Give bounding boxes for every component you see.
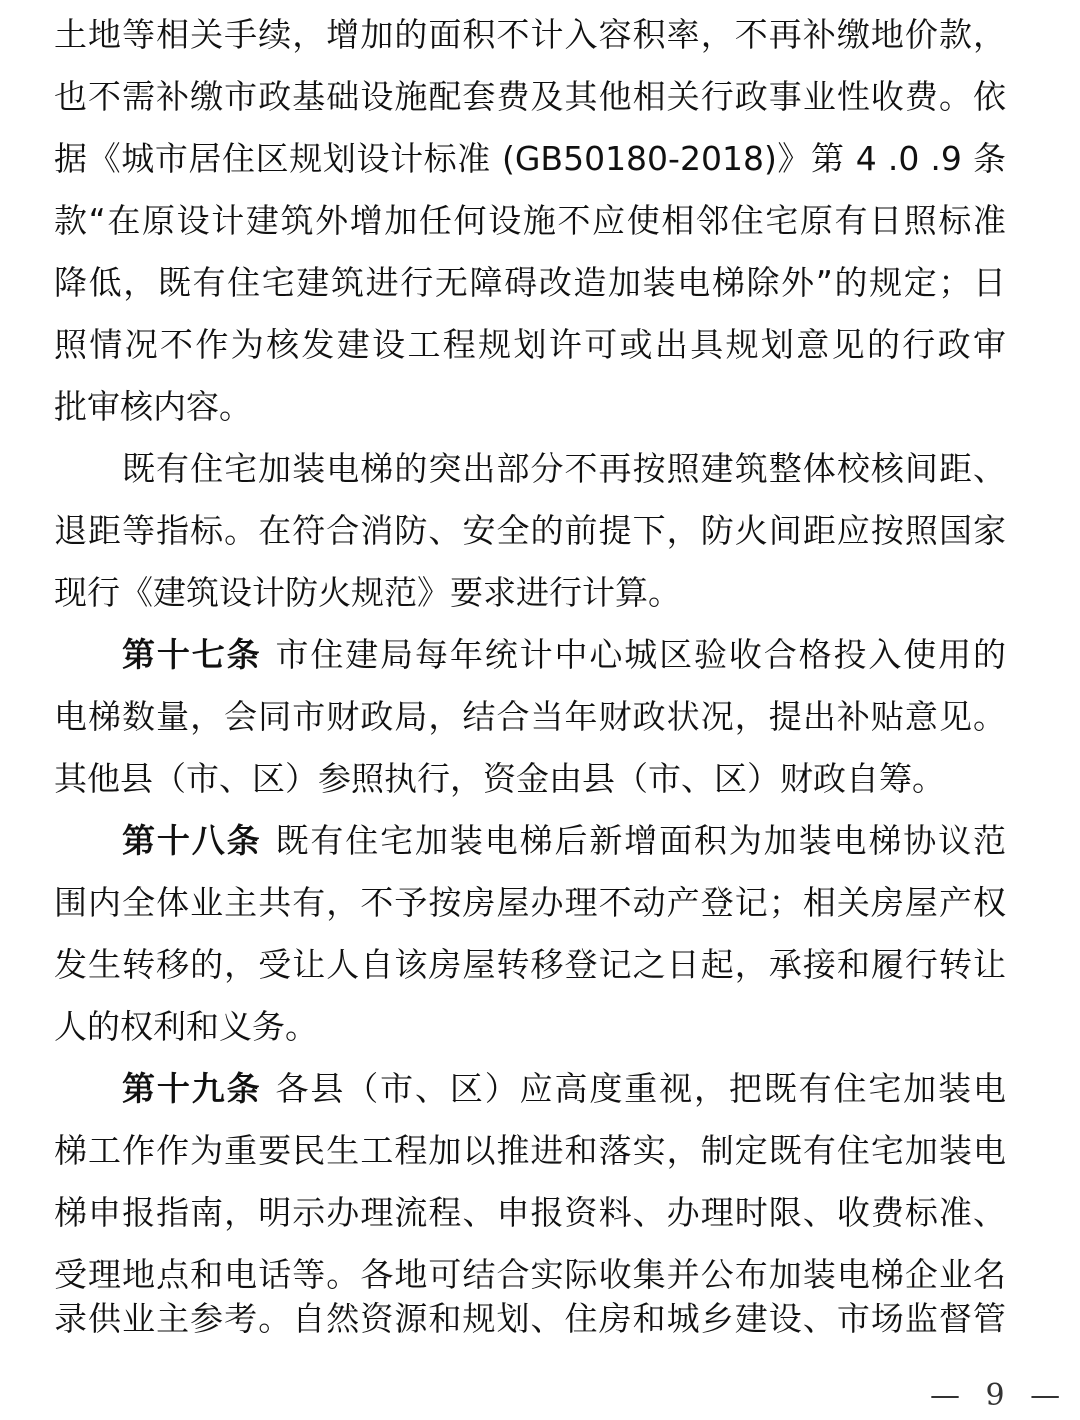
article-19-line	[122, 1064, 1006, 1114]
text-line: 据《城市居住区规划设计标准 (GB50180-2018)》第 4 .0 .9 条	[54, 139, 1006, 178]
text-line: 人的权利和义务。	[54, 1007, 318, 1046]
text-line: 录供业主参考。自然资源和规划、住房和城乡建设、市场监督管	[54, 1299, 1006, 1338]
paragraph-start: 既有住宅加装电梯的突出部分不再按照建筑整体校核间距、	[122, 449, 1006, 488]
text-line: 款“在原设计建筑外增加任何设施不应使相邻住宅原有日照标准	[54, 201, 1006, 240]
text-line: 土地等相关手续，增加的面积不计入容积率，不再补缴地价款，	[54, 15, 1006, 54]
text-line: 其他县（市、区）参照执行，资金由县（市、区）财政自筹。	[54, 759, 945, 798]
text-line: 发生转移的，受让人自该房屋转移登记之日起，承接和履行转让	[54, 945, 1006, 984]
article-18-line	[122, 816, 1006, 866]
text-line: 退距等指标。在符合消防、安全的前提下，防火间距应按照国家	[54, 511, 1006, 550]
text-line: 照情况不作为核发建设工程规划许可或出具规划意见的行政审	[54, 325, 1006, 364]
text-span: 市住建局每年统计中心城区验收合格投入使用的	[275, 635, 1006, 674]
text-line: 围内全体业主共有，不予按房屋办理不动产登记；相关房屋产权	[54, 883, 1006, 922]
article-17-line	[122, 630, 1006, 680]
text-span: 各县（市、区）应高度重视，把既有住宅加装电	[275, 1069, 1006, 1108]
text-line: 也不需补缴市政基础设施配套费及其他相关行政事业性收费。依	[54, 77, 1006, 116]
text-span: 既有住宅加装电梯后新增面积为加装电梯协议范	[275, 821, 1006, 860]
text-line: 电梯数量，会同市财政局，结合当年财政状况，提出补贴意见。	[54, 697, 1006, 736]
text-line: 受理地点和电话等。各地可结合实际收集并公布加装电梯企业名	[54, 1255, 1006, 1294]
page-number: — 9 —	[930, 1378, 1069, 1413]
article-19-heading: 第十九条	[122, 1069, 262, 1108]
article-17-heading: 第十七条	[122, 635, 262, 674]
text-line: 现行《建筑设计防火规范》要求进行计算。	[54, 573, 681, 612]
text-line: 批审核内容。	[54, 387, 252, 426]
article-18-heading: 第十八条	[122, 821, 262, 860]
text-line: 梯申报指南，明示办理流程、申报资料、办理时限、收费标准、	[54, 1193, 1006, 1232]
text-line: 梯工作作为重要民生工程加以推进和落实，制定既有住宅加装电	[54, 1131, 1006, 1170]
text-line: 降低，既有住宅建筑进行无障碍改造加装电梯除外”的规定；日	[54, 263, 1006, 302]
